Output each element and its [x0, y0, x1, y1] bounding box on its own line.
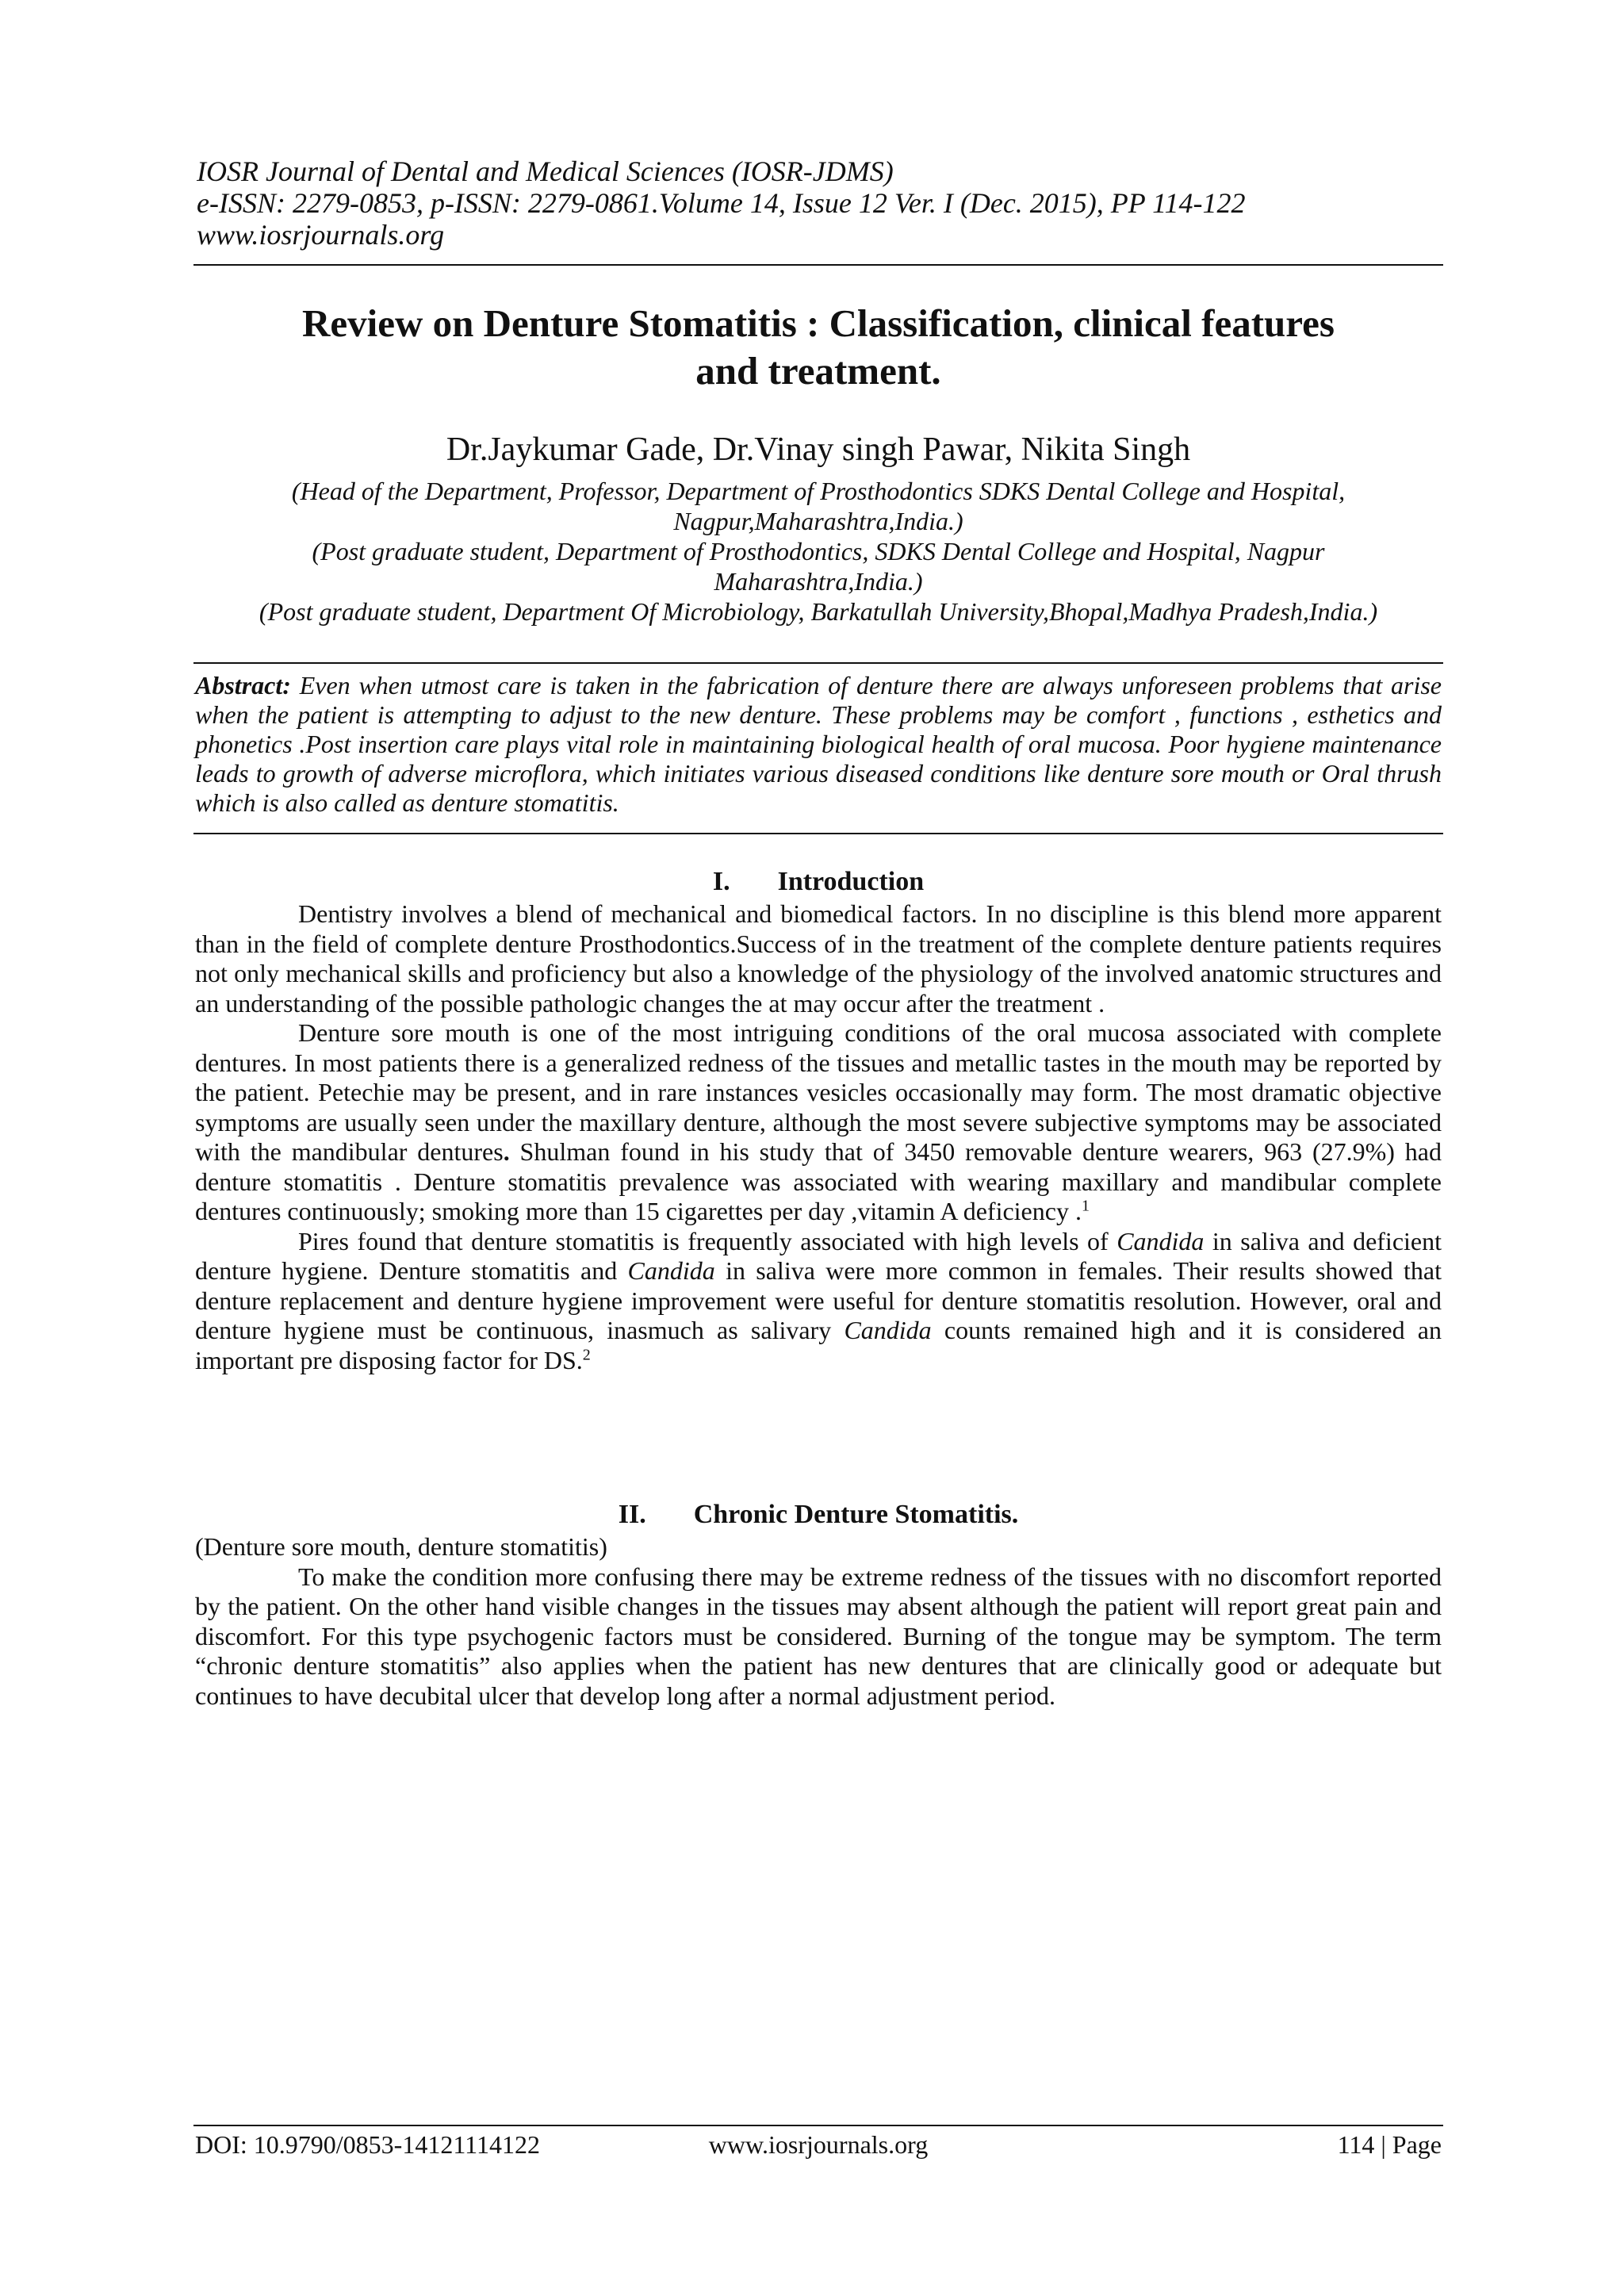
- text-run: in saliva and deficient denture hygiene. Denture stomatitis and: [195, 1226, 1442, 1285]
- affiliation-line: (Post graduate student, Department Of Microbiology, Barkatullah University,Bhopal,Madhya Pradesh,India.): [259, 597, 1378, 626]
- journal-issn: e-ISSN: 2279-0853, p-ISSN: 2279-0861.Volume 14, Issue 12 Ver. I (Dec. 2015), PP 114-122: [197, 187, 1246, 219]
- authors: Dr.Jaykumar Gade, Dr.Vinay singh Pawar, Nikita Singh: [446, 431, 1191, 468]
- text-run: counts remained high and it is considered an important pre disposing factor for DS.: [195, 1316, 1442, 1374]
- abstract-rule-bottom: [193, 833, 1443, 834]
- section-number: II.: [618, 1500, 646, 1529]
- reference-mark: 1: [1081, 1197, 1090, 1215]
- italic-term: Candida: [1116, 1226, 1205, 1255]
- section-title: Chronic Denture Stomatitis.: [693, 1500, 1019, 1529]
- footer-website: www.iosrjournals.org: [708, 2130, 929, 2159]
- italic-term: Candida: [627, 1256, 715, 1285]
- journal-name: IOSR Journal of Dental and Medical Sciences (IOSR-JDMS): [197, 155, 894, 187]
- journal-header: [197, 155, 1440, 251]
- journal-website: www.iosrjournals.org: [197, 219, 445, 251]
- abstract-label: Abstract:: [195, 671, 291, 700]
- chronic-body: [195, 1532, 1442, 1711]
- header-rule: [193, 264, 1443, 266]
- footer-page-number: 114 | Page: [1337, 2130, 1442, 2159]
- affiliation-line: Nagpur,Maharashtra,India.): [673, 507, 963, 535]
- abstract-text: Even when utmost care is taken in the fabrication of denture there are always unforeseen problems that arise when the patient is attempting to adjust to the new denture. These problems may be comfort , functions , esthetics and phonetics .Post insertion care plays vital role in maintaining biological health of oral mucosa. Poor hygiene maintenance leads to growth of adverse microflora, which initiates various diseased conditions like denture sore mouth or Oral thrush which is also called as denture stomatitis.: [195, 671, 1442, 817]
- affiliations: [193, 476, 1443, 627]
- paper-title: [193, 300, 1443, 395]
- italic-term: Candida: [844, 1316, 932, 1344]
- affiliation-line: (Head of the Department, Professor, Department of Prosthodontics SDKS Dental College and Hospital,: [291, 477, 1346, 505]
- section-subtitle: (Denture sore mouth, denture stomatitis): [195, 1532, 607, 1561]
- footer-doi: DOI: 10.9790/0853-14121114122: [195, 2130, 540, 2159]
- paragraph: To make the condition more confusing there may be extreme redness of the tissues with no discomfort reported by the patient. On the other hand visible changes in the tissues may absent although the patient will report great pain and discomfort. For this type psychogenic factors must be considered. Burning of the tongue may be symptom. The term “chronic denture stomatitis” also applies when the patient has new dentures that are clinically good or adequate but continues to have decubital ulcer that develop long after a normal adjustment period.: [195, 1562, 1442, 1710]
- title-line-2: and treatment.: [695, 349, 941, 393]
- section-heading-introduction: [193, 866, 1443, 898]
- text-run: Denture sore mouth is one of the most intriguing conditions of the oral mucosa associated with complete dentures. In most patients there is a generalized redness of the tissues and metallic tastes in the mouth may be reported by the patient. Petechie may be present, and in rare instances vesicles occasionally may form. The most dramatic objective symptoms are usually seen under the maxillary denture, although the most severe subjective symptoms may be associated with the mandibular dentures: [195, 1018, 1442, 1166]
- abstract-rule-top: [193, 662, 1443, 664]
- paragraph: [195, 1018, 1442, 1227]
- text-run: Pires found that denture stomatitis is frequently associated with high levels of: [298, 1226, 1117, 1255]
- title-line-1: Review on Denture Stomatitis : Classification, clinical features: [302, 301, 1335, 345]
- text-run: in saliva were more common in females. Their results showed that denture replacement and denture hygiene improvement were useful for denture stomatitis resolution. However, oral and denture hygiene must be continuous, inasmuch as salivary: [195, 1256, 1442, 1344]
- reference-mark: 2: [582, 1345, 591, 1363]
- section-title: Introduction: [777, 867, 925, 896]
- affiliation-line: Maharashtra,India.): [714, 567, 923, 596]
- text-run: .: [503, 1137, 510, 1166]
- abstract: [195, 671, 1442, 818]
- section-number: I.: [712, 867, 730, 896]
- footer-rule: [193, 2125, 1443, 2126]
- paragraph: [195, 1227, 1442, 1376]
- introduction-body: [195, 899, 1442, 1375]
- text-run: Shulman found in his study that of 3450 removable denture wearers, 963 (27.9%) had denture stomatitis . Denture stomatitis prevalence was associated with wearing maxillary and mandibular complete dentures continuously; smoking more than 15 cigarettes per day ,vitamin A deficiency .: [195, 1137, 1442, 1225]
- affiliation-line: (Post graduate student, Department of Prosthodontics, SDKS Dental College and Hospital, Nagpur: [312, 537, 1325, 565]
- paragraph: Dentistry involves a blend of mechanical and biomedical factors. In no discipline is this blend more apparent than in the field of complete denture Prosthodontics.Success of in the treatment of the complete denture patients requires not only mechanical skills and proficiency but also a knowledge of the physiology of the involved anatomic structures and an understanding of the possible pathologic changes the at may occur after the treatment .: [195, 899, 1442, 1018]
- section-heading-chronic: [193, 1499, 1443, 1531]
